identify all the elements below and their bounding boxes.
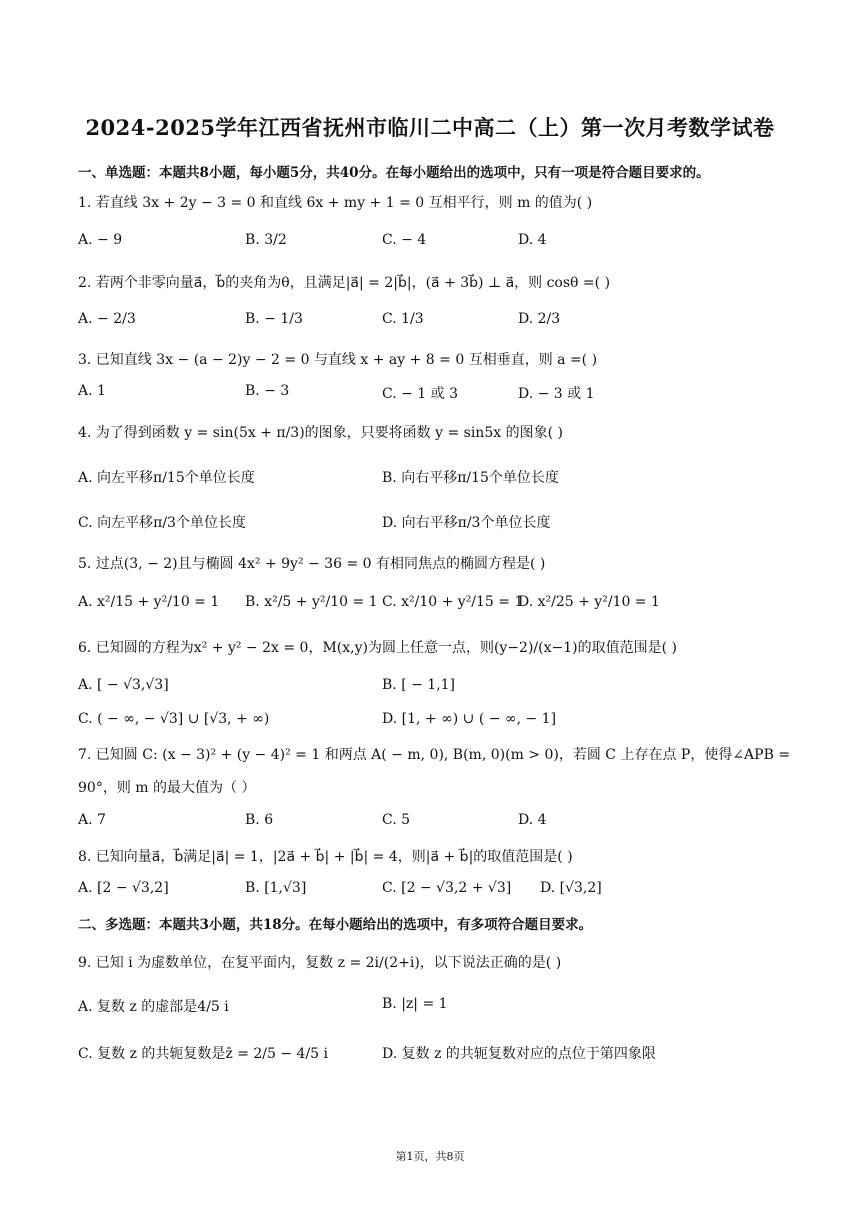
question-2-stem: 2. 若两个非零向量a⃗，b⃗的夹角为θ，且满足|a⃗| = 2|b⃗|，(a⃗ + 3b⃗) ⊥ a⃗，则 cosθ =( ) [78, 275, 611, 291]
question-9-option-d: D. 复数 z 的共轭复数对应的点位于第四象限 [382, 1046, 656, 1062]
question-8-option-b: B. [1,√3] [245, 880, 307, 896]
question-1-option-b: B. 3/2 [245, 232, 287, 248]
question-9-option-c: C. 复数 z 的共轭复数是z̄ = 2/5 − 4/5 i [78, 1046, 329, 1062]
question-5-stem: 5. 过点(3, − 2)且与椭圆 4x² + 9y² − 36 = 0 有相同焦点的椭圆方程是( ) [78, 556, 546, 572]
question-7-stem-continued: 90°，则 m 的最大值为（ ） [78, 780, 256, 796]
question-1-option-d: D. 4 [518, 232, 547, 248]
question-3-option-c: C. − 1 或 3 [382, 386, 459, 402]
question-9-stem: 9. 已知 i 为虚数单位，在复平面内，复数 z = 2i/(2+i)，以下说法正确的是( ) [78, 955, 562, 971]
question-9-option-a: A. 复数 z 的虚部是4/5 i [78, 999, 229, 1015]
section-heading-multiple-choice: 二、多选题：本题共3小题，共18分。在每小题给出的选项中，有多项符合题目要求。 [78, 917, 593, 933]
question-5-option-a: A. x²/15 + y²/10 = 1 [78, 594, 220, 610]
question-6-stem: 6. 已知圆的方程为x² + y² − 2x = 0，M(x,y)为圆上任意一点，则(y−2)/(x−1)的取值范围是( ) [78, 640, 677, 656]
question-7-stem: 7. 已知圆 C: (x − 3)² + (y − 4)² = 1 和两点 A( − m, 0), B(m, 0)(m > 0)，若圆 C 上存在点 P，使得∠APB = [78, 747, 791, 763]
question-3-option-b: B. − 3 [245, 383, 290, 399]
question-6-option-d: D. [1, + ∞) ∪ ( − ∞, − 1] [382, 711, 557, 727]
question-5-option-b: B. x²/5 + y²/10 = 1 [245, 594, 378, 610]
question-6-option-a: A. [ − √3,√3] [78, 677, 169, 693]
question-4-option-c: C. 向左平移π/3个单位长度 [78, 515, 246, 531]
question-2-option-a: A. − 2/3 [78, 311, 136, 327]
question-7-option-a: A. 7 [78, 812, 106, 828]
question-8-option-a: A. [2 − √3,2] [78, 880, 169, 896]
question-4-option-b: B. 向右平移π/15个单位长度 [382, 470, 559, 486]
section-heading-single-choice: 一、单选题：本题共8小题，每小题5分，共40分。在每小题给出的选项中，只有一项是符合题目要求的。 [78, 165, 710, 181]
question-3-option-a: A. 1 [78, 383, 106, 399]
page-title: 2024-2025学年江西省抚州市临川二中高二（上）第一次月考数学试卷 [85, 115, 775, 140]
question-3-stem: 3. 已知直线 3x − (a − 2)y − 2 = 0 与直线 x + ay + 8 = 0 互相垂直，则 a =( ) [78, 352, 598, 368]
page-number-footer: 第1页，共8页 [395, 1150, 465, 1163]
question-7-option-c: C. 5 [382, 812, 411, 828]
question-2-option-b: B. − 1/3 [245, 311, 303, 327]
question-4-stem: 4. 为了得到函数 y = sin(5x + π/3)的图象，只要将函数 y = sin5x 的图象( ) [78, 425, 563, 441]
question-7-option-b: B. 6 [245, 812, 274, 828]
question-4-option-d: D. 向右平移π/3个单位长度 [382, 515, 551, 531]
question-1-stem: 1. 若直线 3x + 2y − 3 = 0 和直线 6x + my + 1 = 0 互相平行，则 m 的值为( ) [78, 195, 593, 211]
question-8-option-c: C. [2 − √3,2 + √3] [382, 880, 512, 896]
question-9-option-b: B. |z| = 1 [382, 996, 448, 1012]
question-6-option-c: C. ( − ∞, − √3] ∪ [√3, + ∞) [78, 711, 270, 727]
question-5-option-d: D. x²/25 + y²/10 = 1 [518, 594, 660, 610]
question-5-option-c: C. x²/10 + y²/15 = 1 [382, 594, 524, 610]
question-3-option-d: D. − 3 或 1 [518, 386, 595, 402]
question-6-option-b: B. [ − 1,1] [382, 677, 456, 693]
question-8-option-d: D. [√3,2] [540, 880, 602, 896]
question-8-stem: 8. 已知向量a⃗，b⃗满足|a⃗| = 1，|2a⃗ + b⃗| + |b⃗| = 4，则|a⃗ + b⃗|的取值范围是( ) [78, 849, 573, 865]
question-1-option-c: C. − 4 [382, 232, 427, 248]
question-4-option-a: A. 向左平移π/15个单位长度 [78, 470, 255, 486]
question-7-option-d: D. 4 [518, 812, 547, 828]
question-2-option-d: D. 2/3 [518, 311, 561, 327]
question-2-option-c: C. 1/3 [382, 311, 424, 327]
question-1-option-a: A. − 9 [78, 232, 123, 248]
